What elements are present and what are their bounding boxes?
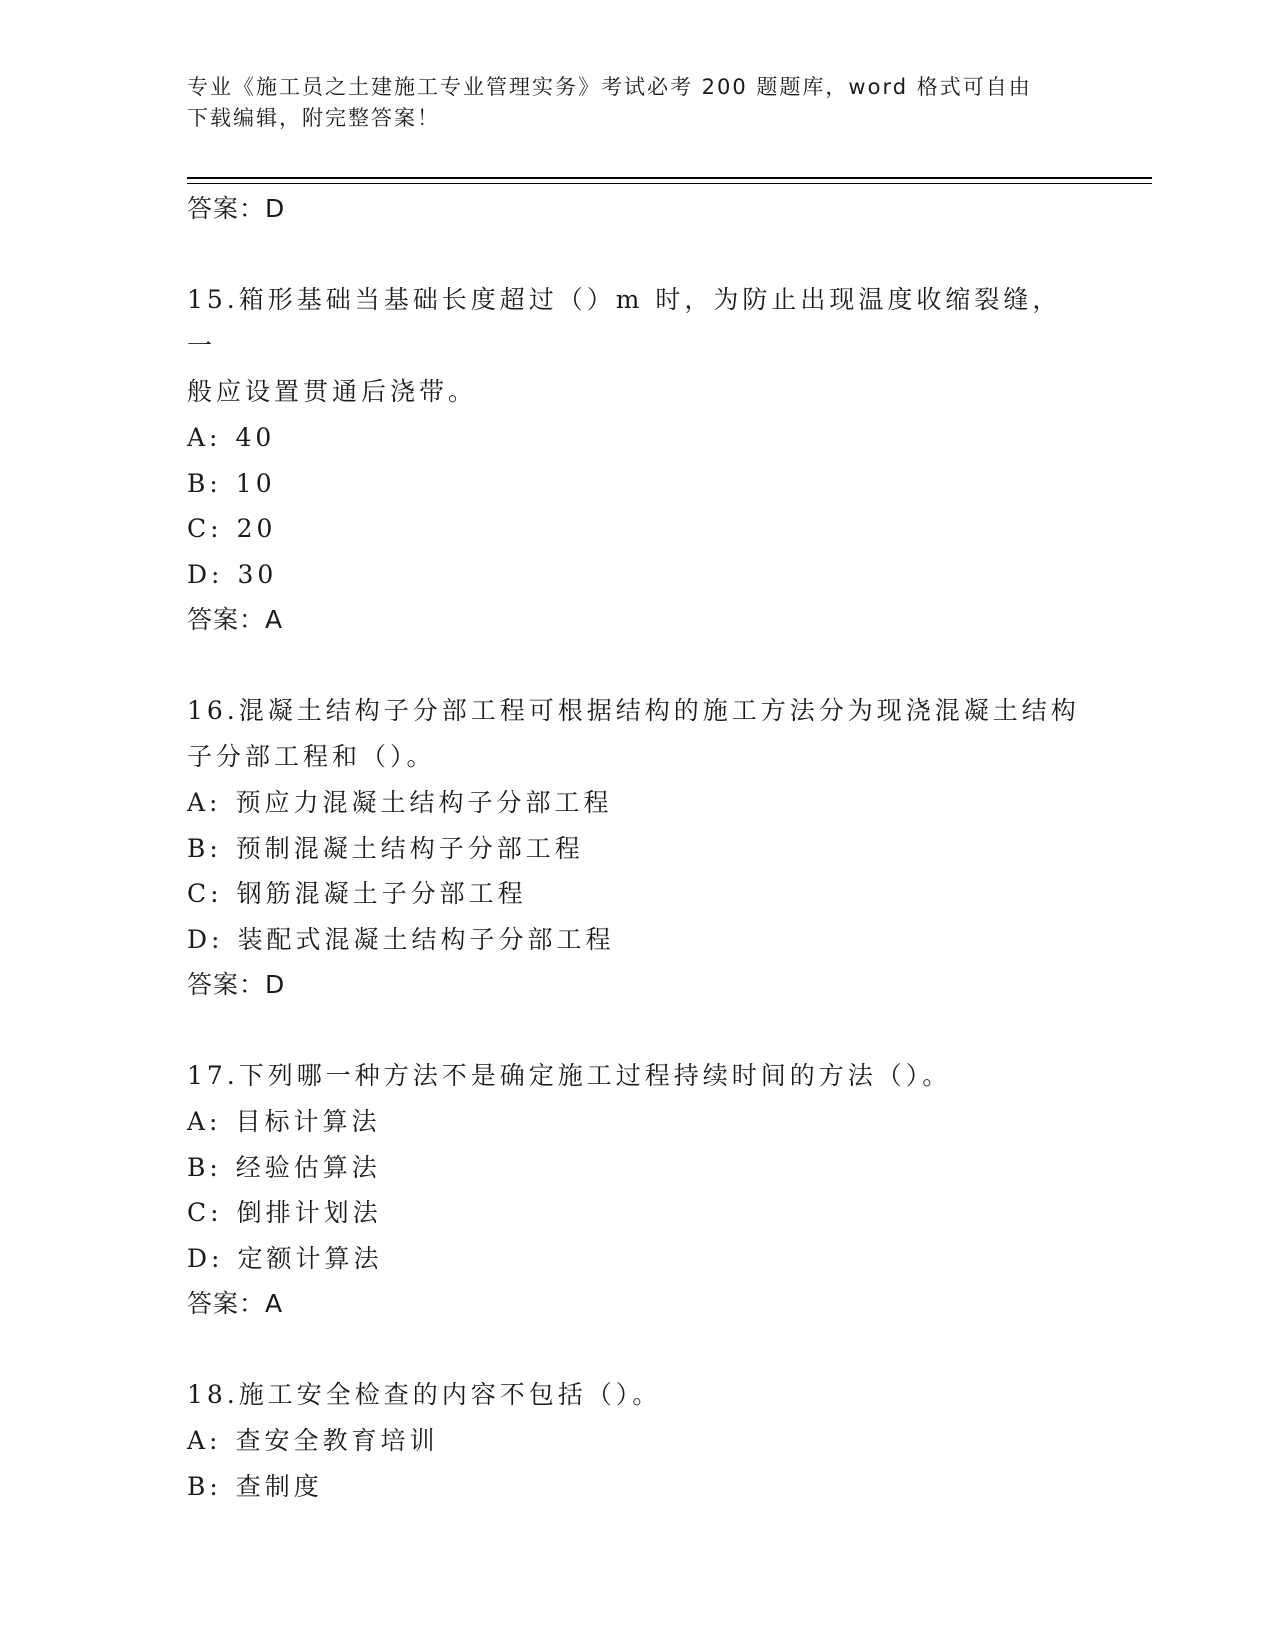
option-key: A: bbox=[187, 423, 222, 452]
document-body bbox=[187, 186, 1087, 1509]
option-key: A: bbox=[187, 1107, 222, 1136]
question-text: 子分部工程和（）。 bbox=[187, 742, 436, 771]
option-text: 10 bbox=[235, 468, 276, 498]
question-16 bbox=[187, 688, 1087, 1008]
option-a bbox=[187, 1418, 1087, 1464]
option-text: 查制度 bbox=[235, 1471, 323, 1501]
option-key: A: bbox=[187, 788, 222, 817]
header-rule-thick bbox=[187, 177, 1152, 179]
option-d bbox=[187, 1236, 1087, 1282]
answer-line: 答案：A bbox=[187, 605, 284, 634]
answer-line: 答案：D bbox=[187, 194, 286, 223]
option-key: B: bbox=[187, 1471, 222, 1501]
question-text: 般应设置贯通后浇带。 bbox=[187, 377, 478, 406]
option-key: C: bbox=[187, 1198, 223, 1227]
question-18 bbox=[187, 1372, 1087, 1509]
option-key: D: bbox=[187, 559, 224, 589]
option-c bbox=[187, 1190, 1087, 1236]
header-rule-thin bbox=[187, 183, 1152, 184]
option-key: D: bbox=[187, 924, 224, 954]
option-c bbox=[187, 506, 1087, 552]
option-d bbox=[187, 552, 1087, 598]
option-text: 目标计算法 bbox=[235, 1107, 381, 1136]
question-text: 17.下列哪一种方法不是确定施工过程持续时间的方法（）。 bbox=[187, 1061, 952, 1090]
option-key: B: bbox=[187, 833, 222, 863]
option-text: 定额计算法 bbox=[237, 1243, 383, 1273]
question-17 bbox=[187, 1053, 1087, 1327]
spacer bbox=[187, 1008, 1087, 1053]
question-text: 15.箱形基础当基础长度超过（）m 时，为防止出现温度收缩裂缝，一 bbox=[187, 285, 1062, 360]
option-text: 查安全教育培训 bbox=[235, 1426, 439, 1455]
option-text: 20 bbox=[236, 514, 277, 543]
question-15 bbox=[187, 277, 1087, 643]
option-text: 30 bbox=[237, 559, 278, 589]
option-b bbox=[187, 1145, 1087, 1191]
option-key: B: bbox=[187, 468, 222, 498]
header-line-1: 专业《施工员之土建施工专业管理实务》考试必考 200 题题库，word 格式可自由 bbox=[187, 75, 1032, 99]
option-a bbox=[187, 780, 1087, 826]
option-b bbox=[187, 1464, 1087, 1510]
answer-line: 答案：D bbox=[187, 970, 286, 999]
spacer bbox=[187, 643, 1087, 688]
option-text: 经验估算法 bbox=[235, 1152, 381, 1182]
question-text: 16.混凝土结构子分部工程可根据结构的施工方法分为现浇混凝土结构 bbox=[187, 696, 1080, 725]
option-key: A: bbox=[187, 1426, 222, 1455]
option-text: 预应力混凝土结构子分部工程 bbox=[235, 788, 613, 817]
spacer bbox=[187, 1327, 1087, 1372]
option-text: 装配式混凝土结构子分部工程 bbox=[237, 924, 615, 954]
option-text: 钢筋混凝土子分部工程 bbox=[236, 879, 527, 908]
option-text: 倒排计划法 bbox=[236, 1198, 382, 1227]
question-text: 18.施工安全检查的内容不包括（）。 bbox=[187, 1380, 662, 1409]
option-a bbox=[187, 415, 1087, 461]
answer-line: 答案：A bbox=[187, 1289, 284, 1318]
option-a bbox=[187, 1099, 1087, 1145]
option-key: D: bbox=[187, 1243, 224, 1273]
option-c bbox=[187, 871, 1087, 917]
spacer bbox=[187, 232, 1087, 277]
option-text: 预制混凝土结构子分部工程 bbox=[235, 833, 584, 863]
option-key: C: bbox=[187, 879, 223, 908]
document-header bbox=[187, 72, 1087, 134]
option-text: 40 bbox=[235, 423, 276, 452]
option-key: B: bbox=[187, 1152, 222, 1182]
option-b bbox=[187, 826, 1087, 872]
option-d bbox=[187, 917, 1087, 963]
option-key: C: bbox=[187, 514, 223, 543]
header-line-2: 下载编辑，附完整答案！ bbox=[187, 106, 440, 130]
option-b bbox=[187, 461, 1087, 507]
